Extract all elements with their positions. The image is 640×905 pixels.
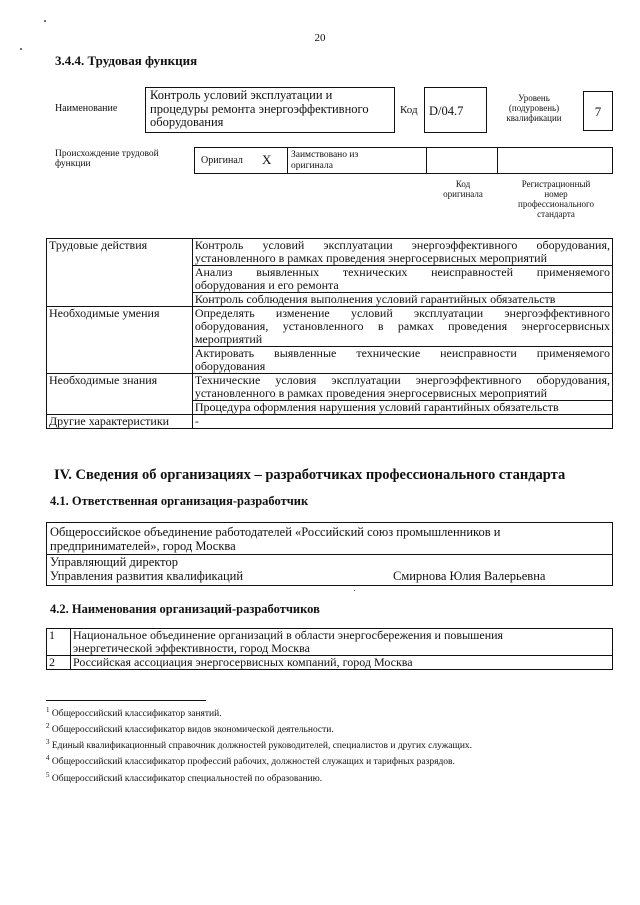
table-cell bbox=[192, 374, 612, 401]
footnote-text: Общероссийский классификатор видов экономической деятельности. bbox=[51, 725, 334, 736]
footnote-num: 5 bbox=[46, 770, 50, 779]
developer-line: Национальное объединение организаций в области энергосбережения и повышения bbox=[72, 628, 504, 642]
level-value: 7 bbox=[594, 104, 602, 119]
name-value-line: Контроль условий эксплуатации и bbox=[150, 88, 333, 102]
org-line: предпринимателей», город Москва bbox=[50, 539, 236, 553]
row-header: Необходимые знания bbox=[47, 374, 193, 415]
cell-line: установленного в рамках проведения энергосервисных мероприятий bbox=[194, 251, 548, 265]
cell-line: - bbox=[194, 414, 199, 428]
code-original-label-line: Код bbox=[455, 179, 471, 189]
code-original-cell bbox=[426, 147, 498, 174]
cell-line: Контроль условий эксплуатации энергоэффективного оборудования, bbox=[194, 238, 610, 252]
footnote-num: 3 bbox=[46, 738, 50, 747]
table-cell bbox=[192, 307, 612, 347]
director-line: Управления развития квалификаций bbox=[50, 569, 244, 583]
table-cell bbox=[192, 293, 612, 307]
subsection-42: 4.2. Наименования организаций-разработчиков bbox=[50, 602, 320, 616]
section-title-iv: IV. Сведения об организациях – разработчиках профессионального стандарта bbox=[54, 467, 566, 483]
page-number: 20 bbox=[314, 32, 326, 44]
row-header: Необходимые умения bbox=[47, 307, 193, 374]
table-cell bbox=[192, 347, 612, 374]
code-original-label-line: оригинала bbox=[443, 189, 483, 199]
table-cell bbox=[192, 415, 612, 429]
reg-number-label bbox=[498, 179, 614, 219]
cell-line: Технические условия эксплуатации энергоэффективного оборудования, bbox=[194, 373, 610, 387]
developer-line: Российская ассоциация энергосервисных компаний, город Москва bbox=[72, 655, 413, 669]
org-line: Общероссийское объединение работодателей «Российский союз промышленников и bbox=[50, 525, 501, 539]
reg-number-cell bbox=[497, 147, 613, 174]
scan-speck bbox=[354, 590, 355, 591]
director-text bbox=[50, 555, 243, 583]
footnote-num: 4 bbox=[46, 754, 50, 763]
footnote-text: Общероссийский классификатор занятий. bbox=[51, 709, 222, 720]
cell-line: установленного в рамках проведения энергосервисных мероприятий bbox=[194, 386, 548, 400]
footnote-text: Общероссийский классификатор специальностей по образованию. bbox=[51, 773, 323, 784]
org-box bbox=[46, 522, 613, 555]
borrowed-label-line: Заимствовано из bbox=[291, 150, 359, 160]
cell-line: Процедура оформления нарушения условий гарантийных обязательств bbox=[194, 400, 559, 414]
footnote bbox=[46, 736, 472, 752]
director-name: Смирнова Юлия Валерьевна bbox=[393, 569, 546, 583]
footnote-num: 2 bbox=[46, 722, 50, 731]
origin-label bbox=[55, 149, 159, 169]
code-original-label bbox=[430, 179, 496, 199]
name-label: Наименование bbox=[55, 103, 118, 114]
name-value-box bbox=[145, 87, 395, 133]
reg-number-label-line: номер bbox=[544, 189, 568, 199]
code-label: Код bbox=[400, 104, 418, 116]
footnote-num: 1 bbox=[46, 706, 50, 714]
director-box bbox=[46, 554, 613, 586]
footnote-text: Единый квалификационный справочник должностей руководителей, специалистов и других служащих. bbox=[51, 741, 473, 752]
level-label-line: Уровень bbox=[518, 93, 550, 103]
row-header: Другие характеристики bbox=[47, 415, 193, 429]
footnote bbox=[46, 704, 472, 720]
table-cell bbox=[192, 239, 612, 266]
name-value-line: процедуры ремонта энергоэффективного bbox=[150, 101, 369, 116]
level-label bbox=[490, 93, 578, 123]
table-row bbox=[47, 629, 613, 656]
table-cell bbox=[192, 401, 612, 415]
cell-line: оборудования bbox=[194, 359, 266, 373]
name-value bbox=[150, 89, 369, 130]
scan-speck bbox=[44, 20, 46, 22]
borrowed-label bbox=[291, 150, 358, 172]
table-row bbox=[47, 656, 613, 670]
table-cell bbox=[192, 266, 612, 293]
origin-label-line: Происхождение трудовой bbox=[55, 149, 159, 159]
level-value-box bbox=[583, 91, 613, 131]
footnotes bbox=[46, 704, 472, 785]
level-label-line: квалификации bbox=[506, 113, 562, 123]
code-value-box bbox=[424, 87, 487, 133]
section-title-344: 3.4.4. Трудовая функция bbox=[55, 53, 198, 68]
origin-table bbox=[194, 147, 614, 174]
cell-line: Контроль соблюдения выполнения условий гарантийных обязательств bbox=[194, 292, 556, 306]
table-row bbox=[47, 307, 613, 347]
cell-line: Анализ выявленных технических неисправностей применяемого bbox=[194, 265, 610, 279]
subsection-41: 4.1. Ответственная организация-разработчик bbox=[50, 494, 309, 508]
code-value: D/04.7 bbox=[429, 104, 464, 118]
original-cell bbox=[194, 147, 288, 174]
scan-speck bbox=[20, 48, 22, 50]
director-line: Управляющий директор bbox=[50, 555, 178, 569]
original-mark: X bbox=[262, 152, 272, 167]
level-label-line: (подуровень) bbox=[508, 103, 560, 113]
developer-name bbox=[70, 629, 612, 656]
borrowed-label-line: оригинала bbox=[291, 161, 333, 171]
cell-line: мероприятий bbox=[194, 332, 263, 346]
cell-line: Определять изменение условий эксплуатации энергоэффективного bbox=[194, 306, 610, 320]
function-table bbox=[46, 238, 613, 429]
name-value-line: оборудования bbox=[150, 115, 224, 129]
footnote bbox=[46, 769, 472, 785]
developer-line: энергетической эффективности, город Москва bbox=[72, 641, 310, 655]
table-row bbox=[47, 239, 613, 266]
reg-number-label-line: Регистрационный bbox=[521, 179, 591, 189]
org-text bbox=[50, 525, 500, 553]
borrowed-cell bbox=[287, 147, 427, 174]
original-label: Оригинал bbox=[201, 155, 243, 166]
developers-table bbox=[46, 628, 613, 670]
footnote-text: Общероссийский классификатор профессий рабочих, должностей служащих и тарифных разрядов. bbox=[51, 757, 455, 768]
reg-number-label-line: профессионального bbox=[518, 199, 594, 209]
reg-number-label-line: стандарта bbox=[537, 209, 575, 219]
footnote-rule bbox=[46, 700, 206, 701]
footnote bbox=[46, 752, 472, 768]
table-row bbox=[47, 374, 613, 401]
developer-name bbox=[70, 656, 612, 670]
table-row bbox=[47, 415, 613, 429]
developer-num: 1 bbox=[47, 629, 71, 656]
footnote bbox=[46, 720, 472, 736]
cell-line: оборудования и его ремонта bbox=[194, 278, 339, 292]
origin-label-line: функции bbox=[55, 159, 91, 169]
cell-line: Актировать выявленные технические неисправности применяемого bbox=[194, 346, 610, 360]
developer-num: 2 bbox=[47, 656, 71, 670]
row-header: Трудовые действия bbox=[47, 239, 193, 307]
cell-line: оборудования, установленного в рамках проведения энергосервисных bbox=[194, 319, 610, 333]
